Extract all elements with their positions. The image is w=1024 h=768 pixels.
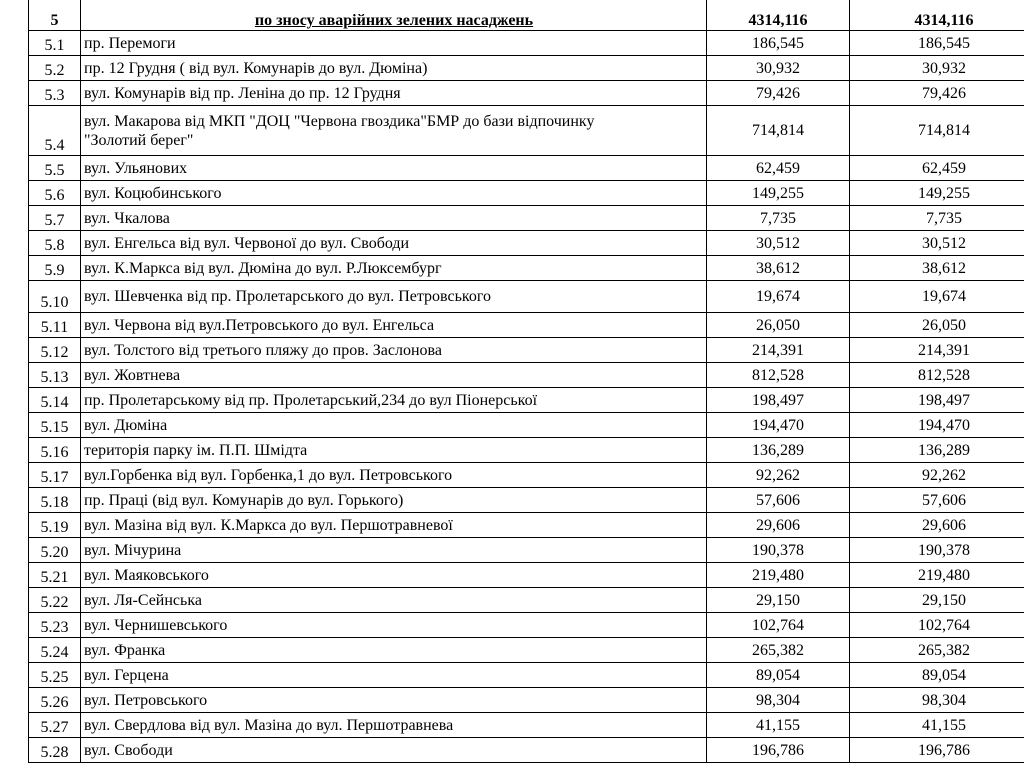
- row-number: 5.16: [29, 438, 81, 463]
- table-row: [29, 713, 1024, 738]
- row-number: 5.8: [29, 231, 81, 256]
- table-row: [29, 338, 1024, 363]
- table-row: [29, 638, 1024, 663]
- row-number: 5.5: [29, 156, 81, 181]
- row-number: 5.12: [29, 338, 81, 363]
- row-value-1: 41,155: [707, 713, 850, 738]
- row-name: вул. Петровського: [81, 688, 707, 713]
- row-number: 5.15: [29, 413, 81, 438]
- row-number: 5.1: [29, 31, 81, 56]
- row-value-1: 62,459: [707, 156, 850, 181]
- row-value-1: 89,054: [707, 663, 850, 688]
- row-name: пр. Праці (від вул. Комунарів до вул. Горького): [81, 488, 707, 513]
- row-name: вул. Коцюбинського: [81, 181, 707, 206]
- table-row: [29, 181, 1024, 206]
- row-number: 5.4: [29, 106, 81, 156]
- table-row: [29, 256, 1024, 281]
- table-row: [29, 56, 1024, 81]
- row-name: вул. Толстого від третього пляжу до пров. Заслонова: [81, 338, 707, 363]
- row-number: 5.19: [29, 513, 81, 538]
- row-value-1: 30,932: [707, 56, 850, 81]
- row-value-2: 62,459: [850, 156, 1024, 181]
- row-value-2: 41,155: [850, 713, 1024, 738]
- row-name: вул. Комунарів від пр. Леніна до пр. 12 Грудня: [81, 81, 707, 106]
- row-name: вул. Енгельса від вул. Червоної до вул. Свободи: [81, 231, 707, 256]
- row-value-1: 7,735: [707, 206, 850, 231]
- row-number: 5.17: [29, 463, 81, 488]
- table-row: [29, 388, 1024, 413]
- table-row: [29, 538, 1024, 563]
- row-name: вул. Герцена: [81, 663, 707, 688]
- table-row: [29, 438, 1024, 463]
- table-row: [29, 513, 1024, 538]
- row-value-2: 186,545: [850, 31, 1024, 56]
- row-number: 5.7: [29, 206, 81, 231]
- row-number: 5.22: [29, 588, 81, 613]
- header-cut-line: [84, 0, 704, 11]
- table-row: [29, 563, 1024, 588]
- row-name: вул. Свободи: [81, 738, 707, 763]
- row-name: пр. 12 Грудня ( від вул. Комунарів до вул. Дюміна): [81, 56, 707, 81]
- row-number: 5.23: [29, 613, 81, 638]
- row-value-2: 198,497: [850, 388, 1024, 413]
- row-value-1: 136,289: [707, 438, 850, 463]
- row-number: 5.11: [29, 313, 81, 338]
- row-value-1: 79,426: [707, 81, 850, 106]
- row-value-1: 265,382: [707, 638, 850, 663]
- row-value-2: 98,304: [850, 688, 1024, 713]
- row-number: 5.21: [29, 563, 81, 588]
- row-number: 5.28: [29, 738, 81, 763]
- row-number: 5.26: [29, 688, 81, 713]
- row-value-2: 30,932: [850, 56, 1024, 81]
- row-number: 5.2: [29, 56, 81, 81]
- table-row: [29, 106, 1024, 156]
- row-value-2: 102,764: [850, 613, 1024, 638]
- row-name: пр. Пролетарському від пр. Пролетарський,234 до вул Піонерської: [81, 388, 707, 413]
- table-row: [29, 206, 1024, 231]
- row-name: вул. Червона від вул.Петровського до вул. Енгельса: [81, 313, 707, 338]
- row-name: вул. Чернишевського: [81, 613, 707, 638]
- budget-table: [28, 0, 1024, 763]
- table-row: [29, 81, 1024, 106]
- header-value-1: 4314,116: [707, 0, 850, 31]
- row-value-1: 29,150: [707, 588, 850, 613]
- row-value-1: 57,606: [707, 488, 850, 513]
- row-value-2: 714,814: [850, 106, 1024, 156]
- row-value-1: 190,378: [707, 538, 850, 563]
- row-name: вул. Маяковського: [81, 563, 707, 588]
- row-value-2: 89,054: [850, 663, 1024, 688]
- row-value-2: 219,480: [850, 563, 1024, 588]
- table-row: [29, 588, 1024, 613]
- row-number: 5.14: [29, 388, 81, 413]
- row-value-2: 29,150: [850, 588, 1024, 613]
- row-value-2: 79,426: [850, 81, 1024, 106]
- row-value-2: 214,391: [850, 338, 1024, 363]
- row-number: 5.3: [29, 81, 81, 106]
- row-name: вул. Мазіна від вул. К.Маркса до вул. Першотравневої: [81, 513, 707, 538]
- header-title-cell: [81, 0, 707, 31]
- row-name: вул. Чкалова: [81, 206, 707, 231]
- row-number: 5.20: [29, 538, 81, 563]
- row-value-1: 92,262: [707, 463, 850, 488]
- row-value-2: 149,255: [850, 181, 1024, 206]
- row-value-2: 92,262: [850, 463, 1024, 488]
- row-value-1: 149,255: [707, 181, 850, 206]
- table-row: [29, 281, 1024, 313]
- row-value-2: 38,612: [850, 256, 1024, 281]
- row-value-2: 19,674: [850, 281, 1024, 313]
- row-name: вул. Свердлова від вул. Мазіна до вул. Першотравнева: [81, 713, 707, 738]
- row-name: пр. Перемоги: [81, 31, 707, 56]
- row-name: вул. Ля-Сейнська: [81, 588, 707, 613]
- row-value-2: 26,050: [850, 313, 1024, 338]
- row-value-2: 190,378: [850, 538, 1024, 563]
- row-value-2: 812,528: [850, 363, 1024, 388]
- row-value-2: 194,470: [850, 413, 1024, 438]
- table-row: [29, 463, 1024, 488]
- row-name-line-2: "Золотий берег": [84, 131, 194, 149]
- row-value-1: 812,528: [707, 363, 850, 388]
- row-number: 5.25: [29, 663, 81, 688]
- row-value-1: 19,674: [707, 281, 850, 313]
- row-value-1: 214,391: [707, 338, 850, 363]
- row-value-1: 194,470: [707, 413, 850, 438]
- row-number: 5.9: [29, 256, 81, 281]
- row-value-1: 219,480: [707, 563, 850, 588]
- row-value-2: 30,512: [850, 231, 1024, 256]
- row-value-2: 57,606: [850, 488, 1024, 513]
- table-row: [29, 31, 1024, 56]
- row-name: вул. К.Маркса від вул. Дюміна до вул. Р.Люксембург: [81, 256, 707, 281]
- table-row: [29, 231, 1024, 256]
- row-number: 5.27: [29, 713, 81, 738]
- row-name-line-1: вул. Макарова від МКП "ДОЦ "Червона гвоздика"БМР до бази відпочинку: [84, 112, 595, 130]
- table-row: [29, 363, 1024, 388]
- table-row: [29, 688, 1024, 713]
- row-value-1: 29,606: [707, 513, 850, 538]
- row-value-2: 196,786: [850, 738, 1024, 763]
- row-value-1: 30,512: [707, 231, 850, 256]
- row-name: вул. Мічурина: [81, 538, 707, 563]
- header-value-2: 4314,116: [850, 0, 1024, 31]
- row-number: 5.13: [29, 363, 81, 388]
- row-name: вул. Франка: [81, 638, 707, 663]
- row-value-2: 265,382: [850, 638, 1024, 663]
- header-title: по зносу аварійних зелених насаджень: [254, 12, 534, 29]
- header-row: [29, 0, 1024, 31]
- row-value-1: 26,050: [707, 313, 850, 338]
- table-row: [29, 413, 1024, 438]
- table-row: [29, 156, 1024, 181]
- row-value-1: 38,612: [707, 256, 850, 281]
- row-value-1: 198,497: [707, 388, 850, 413]
- row-value-1: 186,545: [707, 31, 850, 56]
- row-name: [81, 106, 707, 156]
- row-number: 5.24: [29, 638, 81, 663]
- row-number: 5.18: [29, 488, 81, 513]
- row-name: територія парку ім. П.П. Шмідта: [81, 438, 707, 463]
- row-value-2: 7,735: [850, 206, 1024, 231]
- row-number: 5.6: [29, 181, 81, 206]
- table-row: [29, 488, 1024, 513]
- row-value-1: 102,764: [707, 613, 850, 638]
- row-name: вул. Ульянових: [81, 156, 707, 181]
- row-value-2: 136,289: [850, 438, 1024, 463]
- table-row: [29, 663, 1024, 688]
- row-value-1: 196,786: [707, 738, 850, 763]
- row-name: вул. Шевченка від пр. Пролетарського до вул. Петровського: [81, 281, 707, 313]
- row-name: вул. Дюміна: [81, 413, 707, 438]
- row-value-1: 98,304: [707, 688, 850, 713]
- row-value-2: 29,606: [850, 513, 1024, 538]
- row-name: вул. Жовтнева: [81, 363, 707, 388]
- header-number: 5: [29, 0, 81, 31]
- table-row: [29, 738, 1024, 763]
- row-number: 5.10: [29, 281, 81, 313]
- row-value-1: 714,814: [707, 106, 850, 156]
- table-row: [29, 613, 1024, 638]
- row-name: вул.Горбенка від вул. Горбенка,1 до вул. Петровського: [81, 463, 707, 488]
- table-body: [29, 0, 1024, 763]
- table-row: [29, 313, 1024, 338]
